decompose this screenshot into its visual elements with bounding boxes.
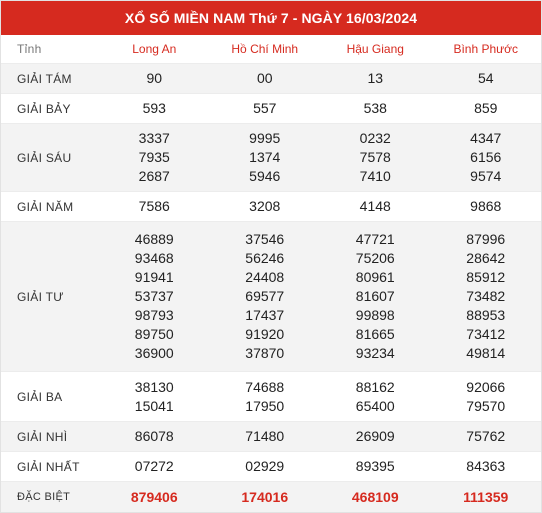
prize-cell: 38130 15041 [134,378,174,414]
prize-row-giai-tam [1,64,541,94]
prize-row-dac-biet [1,482,541,512]
special-prize-cell: 174016 [241,488,289,505]
prize-cell: 84363 [466,458,506,474]
special-prize-cell: 468109 [351,488,399,505]
prize-cell: 4347 6156 9574 [470,130,502,184]
prize-row-giai-tu [1,222,541,372]
prize-cell: 47721 75206 80961 81607 99898 81665 93234 [355,231,395,361]
prize-label: GIẢI BA [17,389,63,404]
prize-cell: 9995 1374 5946 [249,130,281,184]
prize-cell: 538 [363,100,387,116]
prize-row-giai-bay [1,94,541,124]
prize-cell: 46889 93468 91941 53737 98793 89750 36900 [134,231,174,361]
province-binh-phuoc[interactable]: Bình Phước [453,42,519,56]
prize-row-giai-nam [1,192,541,222]
prize-label: GIẢI SÁU [17,150,72,165]
province-header-row [1,35,541,64]
prize-cell: 0232 7578 7410 [359,130,391,184]
province-long-an[interactable]: Long An [132,42,177,56]
prize-row-giai-nhi [1,422,541,452]
special-prize-cell: 879406 [130,488,178,505]
prize-cell: 54 [477,70,494,86]
prize-row-giai-nhat [1,452,541,482]
prize-row-giai-sau [1,124,541,192]
prize-cell: 13 [367,70,384,86]
prize-cell: 89395 [355,458,395,474]
prize-cell: 00 [256,70,273,86]
prize-cell: 557 [253,100,277,116]
prize-label: GIẢI TƯ [17,289,64,304]
prize-cell: 859 [474,100,498,116]
prize-label: ĐẶC BIỆT [17,491,71,503]
prize-cell: 86078 [134,428,174,444]
prize-cell: 37546 56246 24408 69577 17437 91920 37870 [245,231,285,361]
prize-cell: 26909 [355,428,395,444]
prize-cell: 07272 [134,458,174,474]
prize-cell: 75762 [466,428,506,444]
prize-cell: 71480 [245,428,285,444]
province-column-label: Tỉnh [17,42,42,56]
prize-label: GIẢI NHẤT [17,459,80,474]
prize-cell: 3337 7935 2687 [138,130,170,184]
prize-cell: 88162 65400 [355,378,395,414]
prize-cell: 02929 [245,458,285,474]
prize-label: GIẢI NHÌ [17,429,68,444]
prize-label: GIẢI BẢY [17,101,71,116]
prize-cell: 3208 [249,198,281,214]
prize-cell: 9868 [470,198,502,214]
prize-label: GIẢI TÁM [17,71,72,86]
special-prize-cell: 111359 [463,488,509,505]
prize-cell: 7586 [138,198,170,214]
prize-cell: 593 [142,100,166,116]
prize-row-giai-ba [1,372,541,422]
prize-cell: 74688 17950 [245,378,285,414]
prize-cell: 87996 28642 85912 73482 88953 73412 49814 [466,231,506,361]
province-ho-chi-minh[interactable]: Hồ Chí Minh [231,42,299,56]
prize-cell: 4148 [359,198,391,214]
prize-cell: 92066 79570 [466,378,506,414]
province-hau-giang[interactable]: Hậu Giang [346,42,404,56]
page-title: XỔ SỐ MIỀN NAM Thứ 7 - NGÀY 16/03/2024 [1,1,541,35]
results-table [1,35,541,512]
prize-label: GIẢI NĂM [17,199,74,214]
prize-cell: 90 [146,70,163,86]
